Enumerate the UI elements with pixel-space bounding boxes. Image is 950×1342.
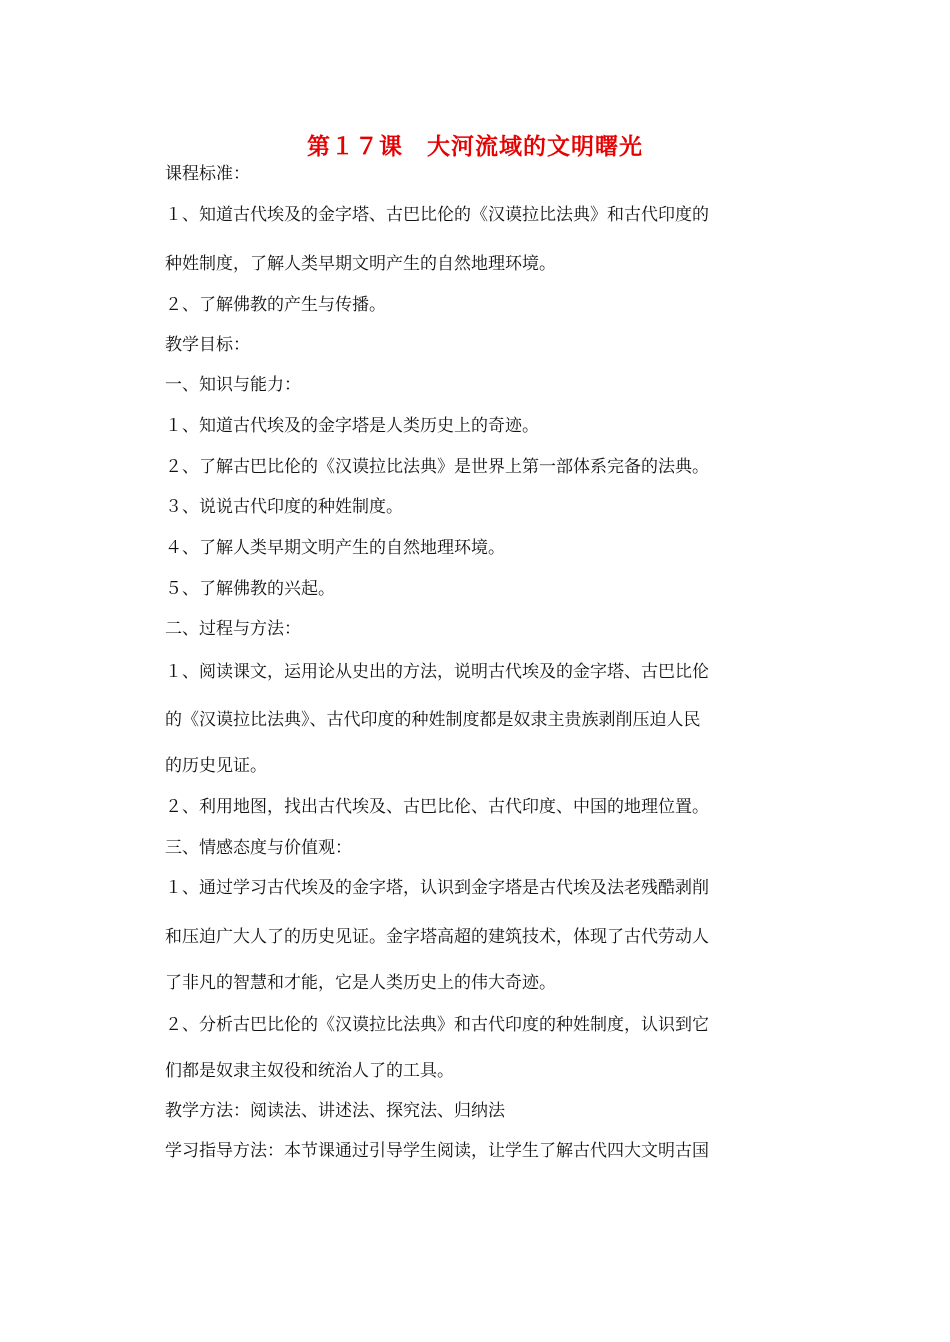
text-line: ２、了解古巴比伦的《汉谟拉比法典》是世界上第一部体系完备的法典。: [165, 457, 709, 477]
text-line: 课程标准：: [165, 164, 250, 184]
text-line: ２、了解佛教的产生与传播。: [165, 295, 386, 315]
text-line: 二、过程与方法：: [165, 619, 301, 639]
text-line: 一、知识与能力：: [165, 375, 301, 395]
text-line: １、知道古代埃及的金字塔、古巴比伦的《汉谟拉比法典》和古代印度的: [165, 205, 709, 225]
text-line: 们都是奴隶主奴役和统治人了的工具。: [165, 1061, 454, 1081]
text-line: ２、分析古巴比伦的《汉谟拉比法典》和古代印度的种姓制度，认识到它: [165, 1015, 709, 1035]
text-line: 学习指导方法：本节课通过引导学生阅读，让学生了解古代四大文明古国: [165, 1141, 709, 1161]
text-line: 种姓制度，了解人类早期文明产生的自然地理环境。: [165, 254, 556, 274]
text-line: 和压迫广大人了的历史见证。金字塔高超的建筑技术，体现了古代劳动人: [165, 927, 709, 947]
text-line: 教学方法：阅读法、讲述法、探究法、归纳法: [165, 1101, 505, 1121]
text-line: 的《汉谟拉比法典》、古代印度的种姓制度都是奴隶主贵族剥削压迫人民: [165, 710, 701, 730]
text-line: 三、情感态度与价值观：: [165, 838, 352, 858]
text-line: 教学目标：: [165, 335, 250, 355]
text-line: ３、说说古代印度的种姓制度。: [165, 497, 403, 517]
text-line: １、通过学习古代埃及的金字塔，认识到金字塔是古代埃及法老残酷剥削: [165, 878, 709, 898]
text-line: 了非凡的智慧和才能，它是人类历史上的伟大奇迹。: [165, 973, 556, 993]
text-line: 的历史见证。: [165, 756, 267, 776]
text-line: ５、了解佛教的兴起。: [165, 579, 335, 599]
text-line: １、阅读课文，运用论从史出的方法，说明古代埃及的金字塔、古巴比伦: [165, 662, 709, 682]
text-line: ４、了解人类早期文明产生的自然地理环境。: [165, 538, 505, 558]
text-line: ２、利用地图，找出古代埃及、古巴比伦、古代印度、中国的地理位置。: [165, 797, 709, 817]
text-line: １、知道古代埃及的金字塔是人类历史上的奇迹。: [165, 416, 539, 436]
document-title: 第１７课 大河流域的文明曙光: [307, 133, 643, 160]
